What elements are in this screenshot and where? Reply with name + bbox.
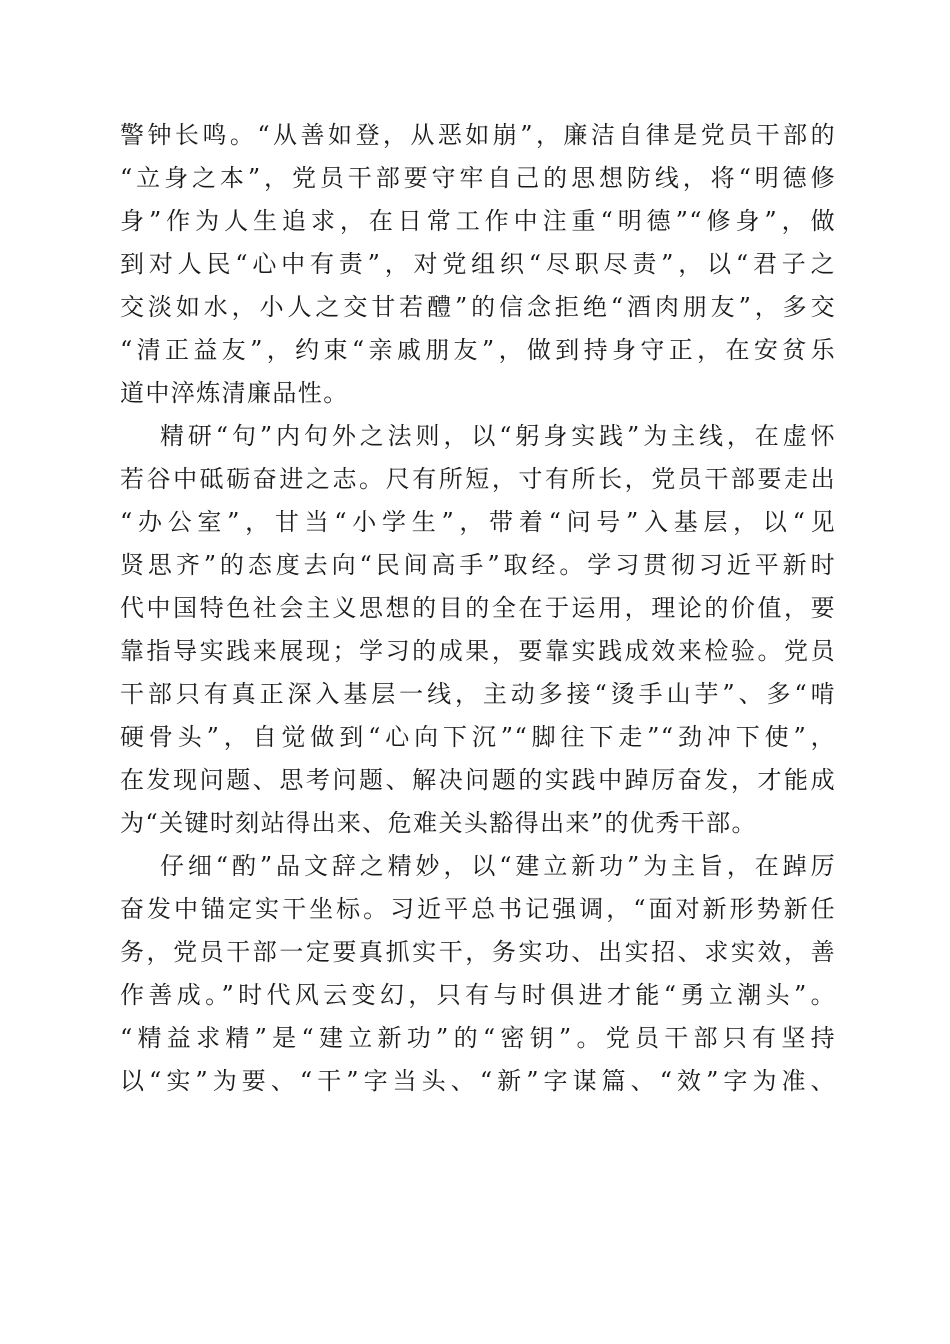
text-line: “精益求精”是“建立新功”的“密钥”。党员干部只有坚持 [120,1024,836,1052]
text-line: 代中国特色社会主义思想的目的全在于运用，理论的价值，要 [120,594,836,622]
paragraph-1 [120,114,836,415]
text-line: 到对人民“心中有责”，对党组织“尽职尽责”，以“君子之 [120,250,836,278]
text-line: 以“实”为要、“干”字当头、“新”字谋篇、“效”字为准、 [120,1067,836,1095]
text-line: 硬骨头”，自觉做到“心向下沉”“脚往下走”“劲冲下使”， [120,723,836,751]
text-line: 道中淬炼清廉品性。 [120,379,349,407]
text-line: 靠指导实践来展现；学习的成果，要靠实践成效来检验。党员 [120,637,836,665]
text-line: 为“关键时刻站得出来、危难关头豁得出来”的优秀干部。 [120,809,757,837]
text-line: 警钟长鸣。“从善如登，从恶如崩”，廉洁自律是党员干部的 [120,121,836,149]
text-line: 贤思齐”的态度去向“民间高手”取经。学习贯彻习近平新时 [120,551,836,579]
text-line: 作善成。”时代风云变幻，只有与时俱进才能“勇立潮头”。 [120,981,836,1009]
text-line: “立身之本”，党员干部要守牢自己的思想防线，将“明德修 [120,164,836,192]
paragraph-3 [120,845,836,1103]
text-line: 仔细“酌”品文辞之精妙，以“建立新功”为主旨，在踔厉 [160,852,836,880]
text-line: 若谷中砥砺奋进之志。尺有所短，寸有所长，党员干部要走出 [120,465,836,493]
text-line: 务，党员干部一定要真抓实干，务实功、出实招、求实效，善 [120,938,836,966]
document-body [120,114,836,1103]
paragraph-2 [120,415,836,845]
text-line: “办公室”，甘当“小学生”，带着“问号”入基层，以“见 [120,508,836,536]
text-line: 奋发中锚定实干坐标。习近平总书记强调，“面对新形势新任 [120,895,836,923]
text-line: 在发现问题、思考问题、解决问题的实践中踔厉奋发，才能成 [120,766,836,794]
text-line: 精研“句”内句外之法则，以“躬身实践”为主线，在虚怀 [160,422,836,450]
text-line: “清正益友”，约束“亲戚朋友”，做到持身守正，在安贫乐 [120,336,836,364]
text-line: 干部只有真正深入基层一线，主动多接“烫手山芋”、多“啃 [120,680,836,708]
text-line: 身”作为人生追求，在日常工作中注重“明德”“修身”，做 [120,207,836,235]
text-line: 交淡如水，小人之交甘若醴”的信念拒绝“酒肉朋友”，多交 [120,293,836,321]
